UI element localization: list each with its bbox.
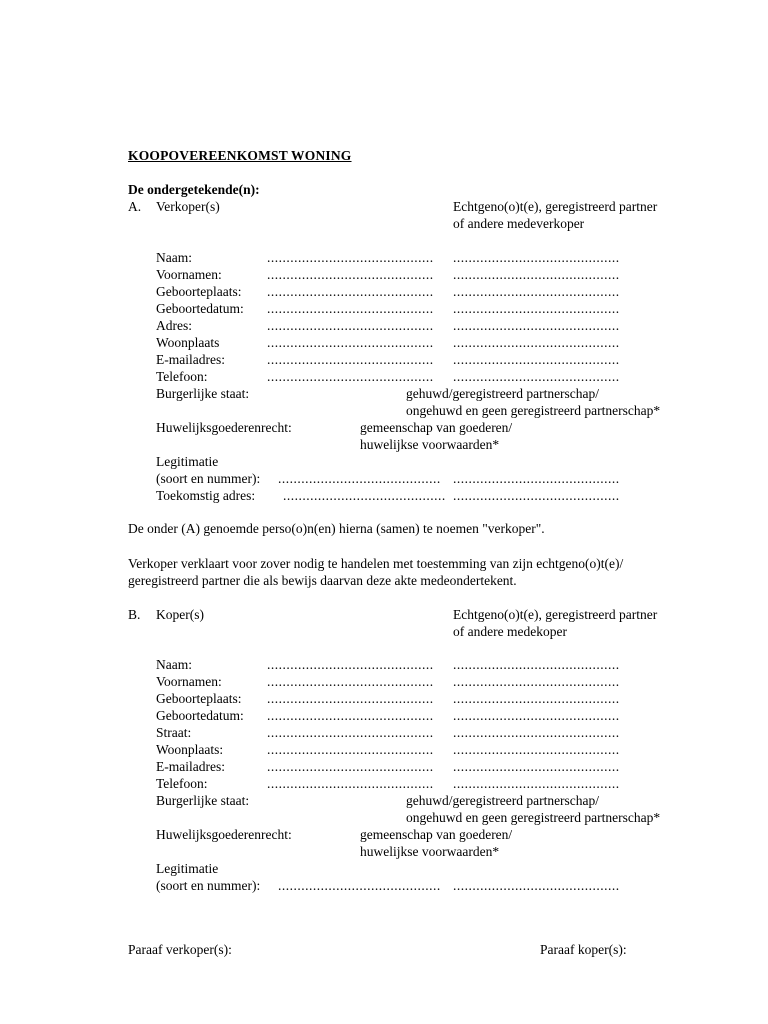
fill-line[interactable]: .......................................... <box>278 471 441 486</box>
marital-law-label-b: Huwelijksgoederenrecht: <box>156 827 292 842</box>
field-label-telefoon: Telefoon: <box>156 776 208 791</box>
id-label1-b: Legitimatie <box>156 861 219 876</box>
fill-line[interactable]: ........................................... <box>267 284 434 299</box>
field-label-naam: Naam: <box>156 657 192 672</box>
consent-paragraph-line1: Verkoper verklaart voor zover nodig te handelen met toestemming van zijn echtgeno(o)t(e)/ <box>128 556 624 571</box>
section-b-partner-line1: Echtgeno(o)t(e), geregistreerd partner <box>453 607 658 622</box>
marital-law-opt1-a: gemeenschap van goederen/ <box>360 420 513 435</box>
field-label-geboorteplaats: Geboorteplaats: <box>156 284 242 299</box>
field-label-email: E-mailadres: <box>156 352 225 367</box>
fill-line[interactable]: ........................................... <box>267 657 434 672</box>
fill-line[interactable]: ........................................... <box>267 318 434 333</box>
fill-line[interactable]: ........................................... <box>453 878 620 893</box>
marital-law-opt2-a: huwelijkse voorwaarden* <box>360 437 500 452</box>
fill-line[interactable]: ........................................... <box>267 301 434 316</box>
fill-line[interactable]: ........................................... <box>453 691 620 706</box>
field-label-geboortedatum: Geboortedatum: <box>156 301 244 316</box>
fill-line[interactable]: ........................................... <box>267 335 434 350</box>
buyer-initials-label: Paraaf koper(s): <box>540 942 627 957</box>
fill-line[interactable]: ........................................... <box>453 318 620 333</box>
section-b-letter: B. <box>128 607 141 622</box>
civil-status-opt2-a: ongehuwd en geen geregistreerd partnerschap* <box>406 403 661 418</box>
fill-line[interactable]: ........................................... <box>267 674 434 689</box>
fill-line[interactable]: ........................................... <box>453 267 620 282</box>
field-label-naam: Naam: <box>156 250 192 265</box>
section-a-letter: A. <box>128 199 142 214</box>
field-label-voornamen: Voornamen: <box>156 674 222 689</box>
fill-line[interactable]: ........................................... <box>267 742 434 757</box>
fill-line[interactable]: ........................................... <box>453 657 620 672</box>
field-label-voornamen: Voornamen: <box>156 267 222 282</box>
fill-line[interactable]: ........................................... <box>453 335 620 350</box>
fill-line[interactable]: ........................................... <box>453 742 620 757</box>
section-a-party: Verkoper(s) <box>156 199 220 214</box>
document-title: KOOPOVEREENKOMST WONING <box>128 148 352 163</box>
fill-line[interactable]: ........................................... <box>453 708 620 723</box>
seller-initials-label: Paraaf verkoper(s): <box>128 942 232 957</box>
civil-status-opt1-b: gehuwd/geregistreerd partnerschap/ <box>406 793 600 808</box>
marital-law-opt2-b: huwelijkse voorwaarden* <box>360 844 500 859</box>
fill-line[interactable]: ........................................... <box>453 352 620 367</box>
fill-line[interactable]: ........................................... <box>453 674 620 689</box>
fill-line[interactable]: ........................................... <box>267 267 434 282</box>
field-label-telefoon: Telefoon: <box>156 369 208 384</box>
fill-line[interactable]: ........................................... <box>453 250 620 265</box>
fill-line[interactable]: ........................................... <box>267 708 434 723</box>
section-b-partner-line2: of andere medekoper <box>453 624 567 639</box>
fill-line[interactable]: .......................................... <box>278 878 441 893</box>
fill-line[interactable]: ........................................... <box>453 759 620 774</box>
fill-line[interactable]: ........................................... <box>267 776 434 791</box>
field-label-straat: Straat: <box>156 725 192 740</box>
id-label2-a: (soort en nummer): <box>156 471 261 486</box>
fill-line[interactable]: ........................................... <box>453 369 620 384</box>
field-label-woonplaats: Woonplaats: <box>156 742 224 757</box>
consent-paragraph-line2: geregistreerd partner die als bewijs daarvan deze akte medeondertekent. <box>128 573 517 588</box>
marital-law-label-a: Huwelijksgoederenrecht: <box>156 420 292 435</box>
civil-status-opt2-b: ongehuwd en geen geregistreerd partnerschap* <box>406 810 661 825</box>
id-label2-b: (soort en nummer): <box>156 878 261 893</box>
section-a-partner-line1: Echtgeno(o)t(e), geregistreerd partner <box>453 199 658 214</box>
fill-line[interactable]: ........................................... <box>453 488 620 503</box>
section-b-party: Koper(s) <box>156 607 204 622</box>
fill-line[interactable]: ........................................... <box>267 725 434 740</box>
field-label-woonplaats: Woonplaats <box>156 335 220 350</box>
id-label1-a: Legitimatie <box>156 454 219 469</box>
fill-line[interactable]: ........................................... <box>267 759 434 774</box>
field-label-geboortedatum: Geboortedatum: <box>156 708 244 723</box>
civil-status-opt1-a: gehuwd/geregistreerd partnerschap/ <box>406 386 600 401</box>
fill-line[interactable]: ........................................... <box>453 471 620 486</box>
field-label-email: E-mailadres: <box>156 759 225 774</box>
civil-status-label-b: Burgerlijke staat: <box>156 793 250 808</box>
section-a-partner-line2: of andere medeverkoper <box>453 216 585 231</box>
seller-definition-paragraph: De onder (A) genoemde perso(o)n(en) hierna (samen) te noemen "verkoper". <box>128 521 545 536</box>
intro-heading: De ondergetekende(n): <box>128 182 260 197</box>
fill-line[interactable]: ........................................... <box>453 284 620 299</box>
fill-line[interactable]: ........................................... <box>453 725 620 740</box>
fill-line[interactable]: ........................................... <box>267 352 434 367</box>
future-address-label: Toekomstig adres: <box>156 488 256 503</box>
field-label-adres: Adres: <box>156 318 192 333</box>
fill-line[interactable]: .......................................... <box>283 488 446 503</box>
fill-line[interactable]: ........................................... <box>267 250 434 265</box>
marital-law-opt1-b: gemeenschap van goederen/ <box>360 827 513 842</box>
fill-line[interactable]: ........................................... <box>453 776 620 791</box>
fill-line[interactable]: ........................................... <box>267 691 434 706</box>
field-label-geboorteplaats: Geboorteplaats: <box>156 691 242 706</box>
civil-status-label-a: Burgerlijke staat: <box>156 386 250 401</box>
fill-line[interactable]: ........................................... <box>453 301 620 316</box>
fill-line[interactable]: ........................................... <box>267 369 434 384</box>
